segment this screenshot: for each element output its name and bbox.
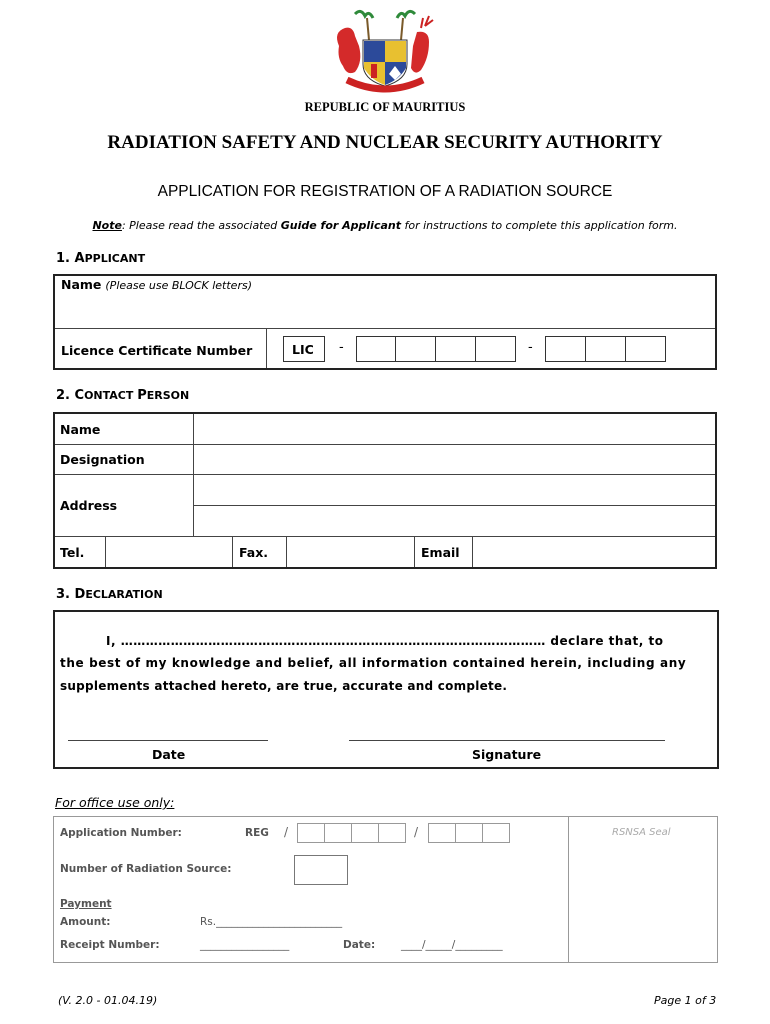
note-guide: Guide for Applicant — [280, 219, 401, 232]
signature-caption: Signature — [472, 747, 542, 762]
signature-line[interactable] — [349, 740, 665, 741]
office-date-field[interactable]: ____/_____/_________ — [401, 939, 503, 951]
lic-dash-2: - — [528, 340, 533, 355]
designation-field[interactable] — [194, 445, 715, 474]
app-digit-1[interactable] — [297, 823, 325, 843]
slash-1: / — [284, 825, 289, 839]
section-number: 1. — [56, 251, 70, 266]
app-digit-7[interactable] — [482, 823, 510, 843]
heading-cap: C — [74, 388, 85, 403]
lic-digit-6[interactable] — [585, 336, 626, 362]
version: (V. 2.0 - 01.04.19) — [58, 994, 158, 1007]
declaration-line-3: supplements attached hereto, are true, accurate and complete. — [60, 679, 508, 693]
email-label: Email — [421, 545, 460, 560]
fax-label: Fax. — [239, 545, 269, 560]
heading-cap: P — [137, 388, 147, 403]
section-declaration-heading — [56, 587, 163, 602]
heading-rest: ONTACT — [84, 389, 138, 402]
app-digit-6[interactable] — [455, 823, 483, 843]
divider — [266, 328, 267, 368]
page-number: Page 1 of 3 — [654, 994, 717, 1007]
lic-digit-2[interactable] — [395, 336, 436, 362]
section-number: 3. — [56, 587, 70, 602]
lic-prefix: LIC — [292, 342, 314, 357]
designation-label: Designation — [60, 452, 145, 467]
amount-field[interactable]: Rs.________________________ — [200, 916, 343, 928]
address-label: Address — [60, 498, 118, 513]
form-title: APPLICATION FOR REGISTRATION OF A RADIATION SOURCE — [157, 183, 613, 200]
lic-digit-7[interactable] — [625, 336, 666, 362]
name-hint: (Please use BLOCK letters) — [105, 279, 252, 292]
receipt-field[interactable]: _________________ — [200, 939, 290, 951]
heading-rest: ERSON — [146, 389, 190, 402]
payment-label: Payment — [60, 898, 112, 910]
section-applicant-heading — [56, 251, 145, 266]
heading-rest: PPLICANT — [84, 252, 146, 265]
app-digit-5[interactable] — [428, 823, 456, 843]
authority-name: RADIATION SAFETY AND NUCLEAR SECURITY AUTHORITY — [107, 132, 663, 153]
section-number: 2. — [56, 388, 70, 403]
divider — [55, 328, 715, 329]
date-caption: Date — [152, 747, 186, 762]
receipt-label: Receipt Number: — [60, 939, 160, 951]
app-digit-3[interactable] — [351, 823, 379, 843]
lic-digit-3[interactable] — [435, 336, 476, 362]
note-text-pre: : Please read the associated — [121, 219, 281, 232]
seal-label: RSNSA Seal — [612, 827, 671, 838]
heading-cap: A — [74, 251, 85, 266]
reg-label: REG — [245, 827, 269, 839]
heading-cap: D — [74, 587, 86, 602]
num-sources-field[interactable] — [294, 855, 348, 885]
tel-label: Tel. — [60, 545, 85, 560]
heading-rest: ECLARATION — [85, 588, 163, 601]
declaration-line-1: I, ………………………………………………………………………………………… declare that, to — [106, 634, 664, 648]
divider — [568, 817, 569, 962]
address-field-line-1[interactable] — [194, 475, 715, 505]
date-signature-line[interactable] — [68, 740, 268, 741]
country-name: REPUBLIC OF MAURITIUS — [304, 100, 466, 114]
section-contact-heading — [56, 388, 189, 403]
coat-of-arms — [325, 6, 445, 98]
divider — [414, 536, 415, 567]
name-label-text: Name — [61, 277, 102, 292]
lic-dash-1: - — [339, 340, 344, 355]
office-date-label: Date: — [343, 939, 376, 951]
divider — [232, 536, 233, 567]
app-number-label: Application Number: — [60, 827, 182, 839]
licence-label: Licence Certificate Number — [61, 343, 253, 358]
office-use-heading: For office use only: — [55, 795, 175, 810]
note — [0, 219, 770, 232]
app-digit-2[interactable] — [324, 823, 352, 843]
contact-name-field[interactable] — [194, 414, 715, 444]
contact-name-label: Name — [60, 422, 101, 437]
email-field[interactable] — [473, 537, 715, 567]
note-text-post: for instructions to complete this application form. — [400, 219, 678, 232]
amount-label: Amount: — [60, 916, 111, 928]
address-field-line-2[interactable] — [194, 506, 715, 536]
lic-digit-1[interactable] — [356, 336, 396, 362]
applicant-name-label — [61, 277, 252, 292]
slash-2: / — [414, 825, 419, 839]
num-sources-label: Number of Radiation Source: — [60, 863, 232, 875]
app-digit-4[interactable] — [378, 823, 406, 843]
note-label: Note — [92, 219, 122, 232]
lic-digit-5[interactable] — [545, 336, 586, 362]
declaration-line-2: the best of my knowledge and belief, all information contained herein, including any — [60, 656, 687, 670]
fax-field[interactable] — [287, 537, 414, 567]
tel-field[interactable] — [106, 537, 232, 567]
lic-digit-4[interactable] — [475, 336, 516, 362]
